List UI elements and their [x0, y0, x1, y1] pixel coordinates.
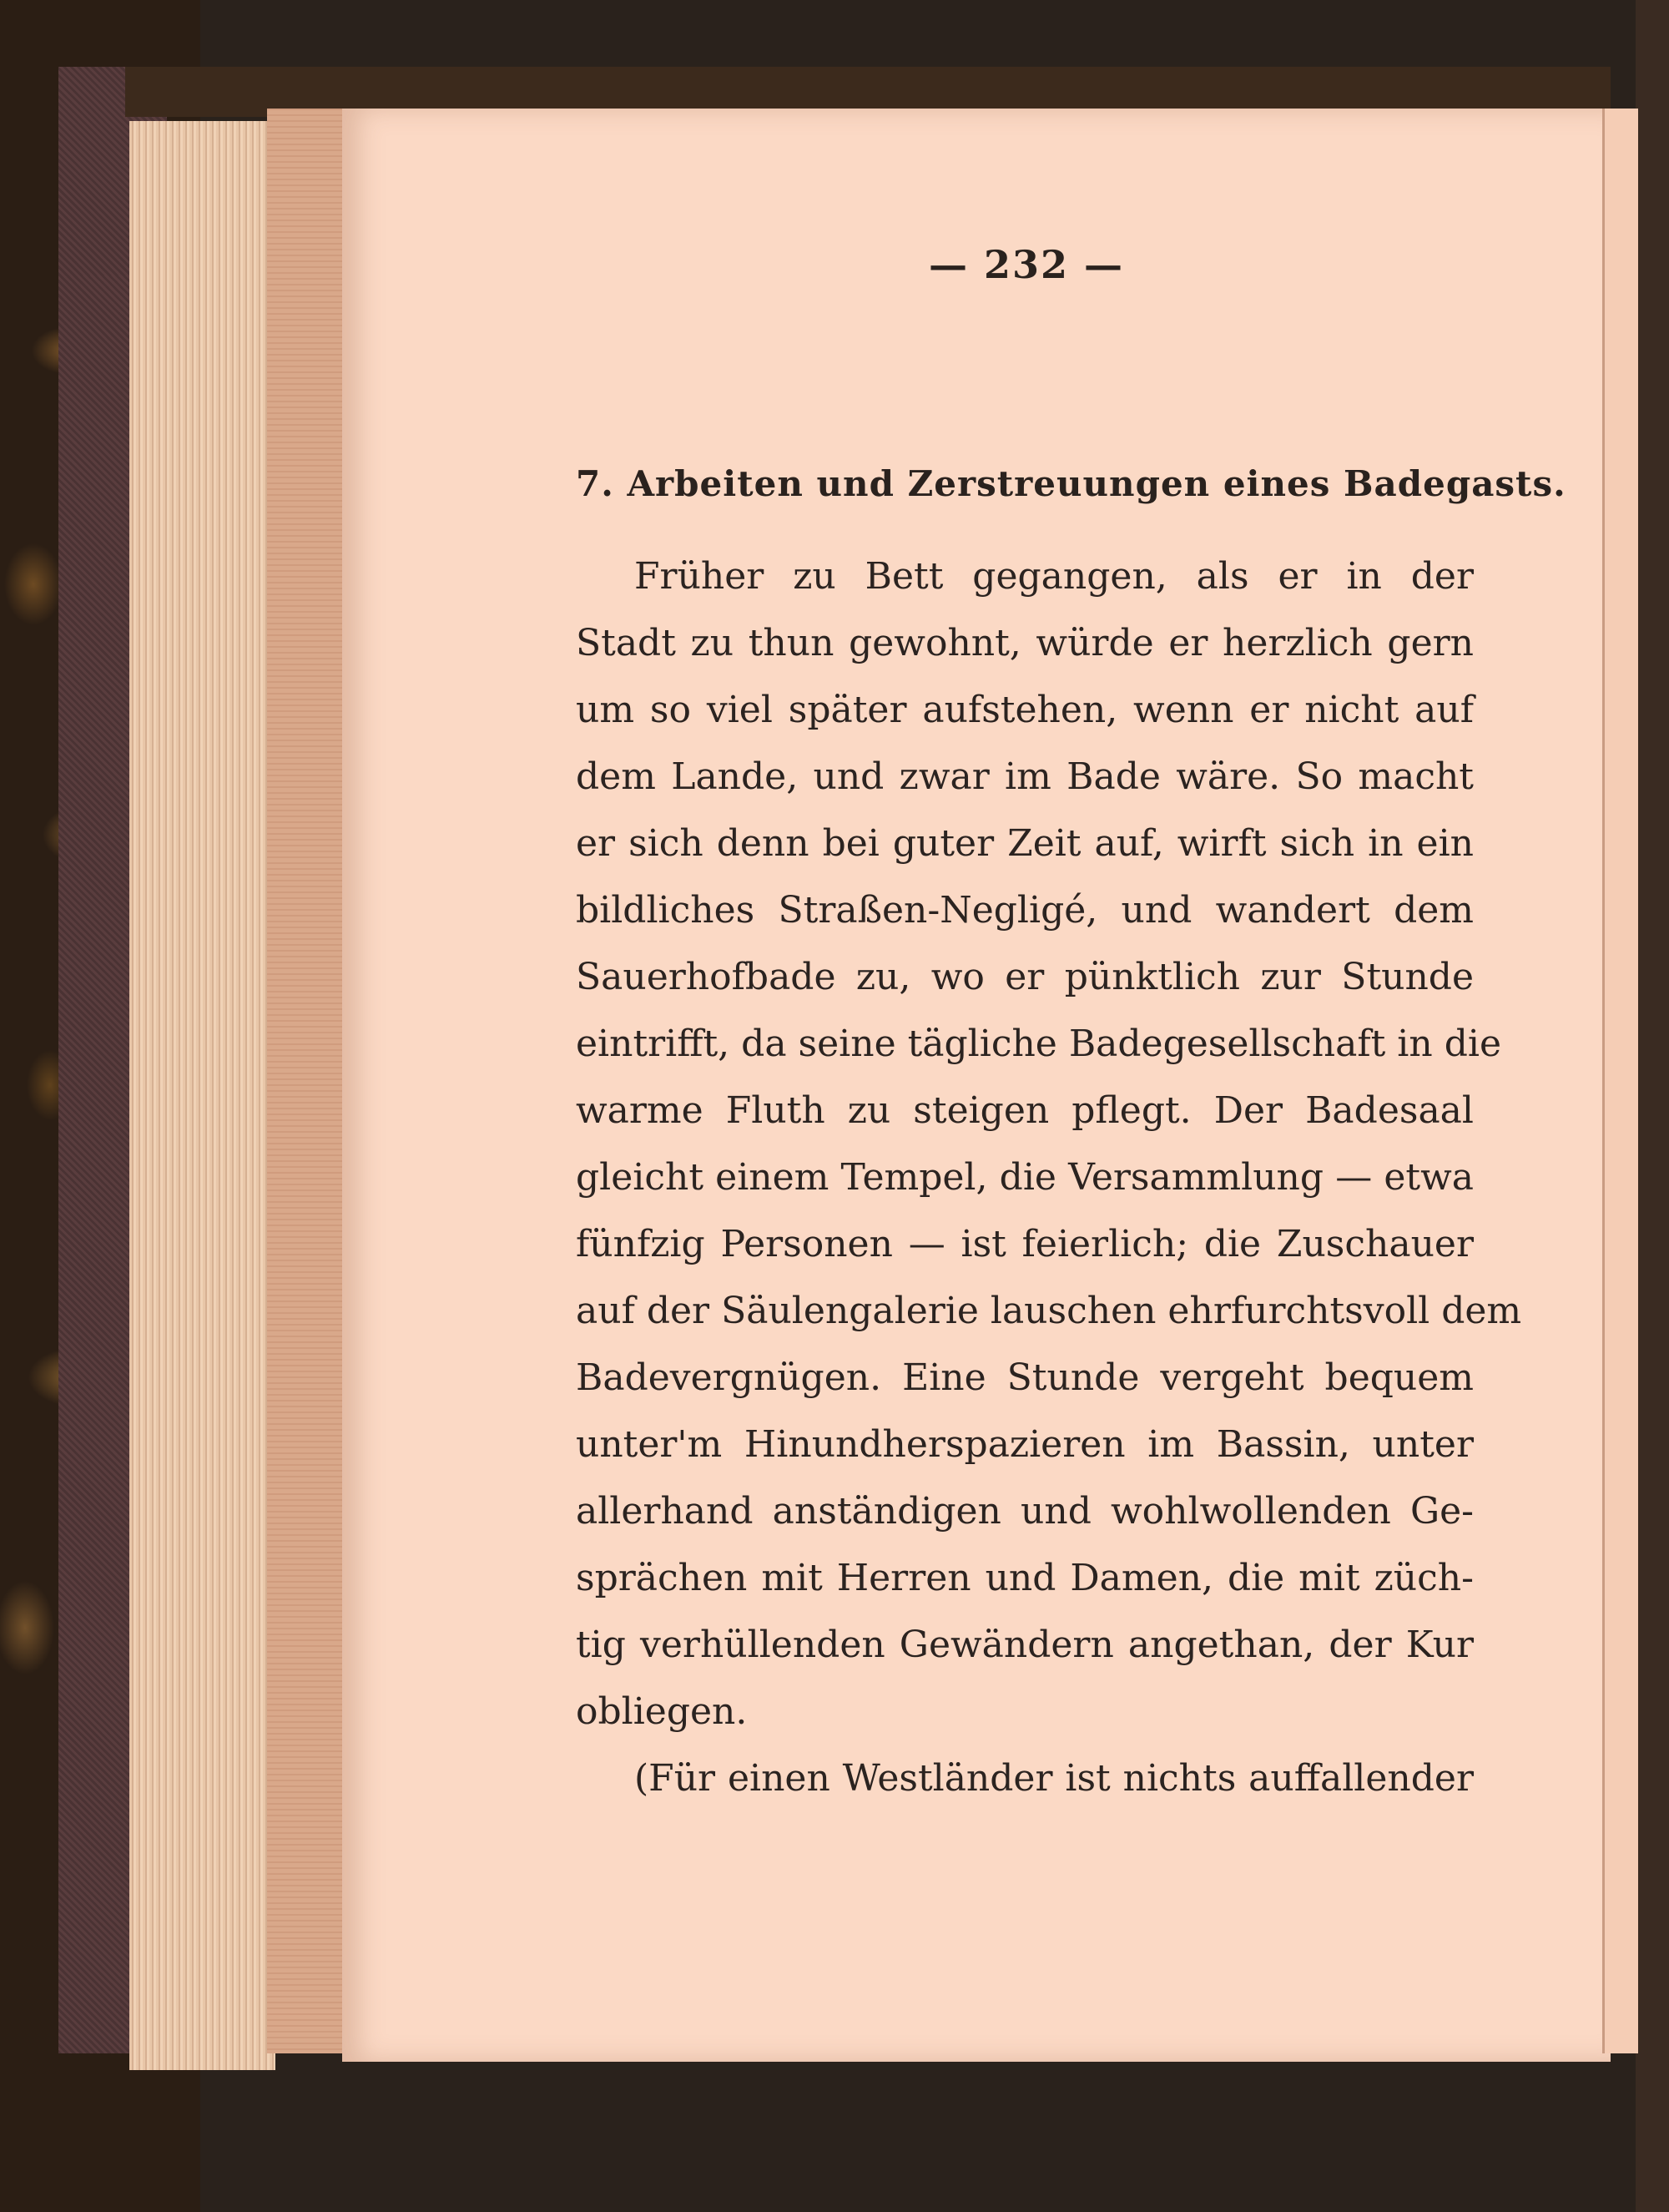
text-line: um so viel später aufstehen, wenn er nicht auf [576, 689, 1474, 731]
text-line: bildliches Straßen-Negligé, und wandert dem [576, 889, 1474, 932]
text-line: Stadt zu thun gewohnt, würde er herzlich gern [576, 622, 1474, 664]
cover-cloth-spine [58, 67, 134, 2053]
text-line: (Für einen Westländer ist nichts auffallender [634, 1757, 1474, 1800]
text-line: sprächen mit Herren und Damen, die mit züch- [576, 1557, 1474, 1599]
text-line: eintrifft, da seine tägliche Badegesellschaft in die [576, 1023, 1501, 1065]
page-edges-speckled [267, 109, 346, 2053]
text-line: er sich denn bei guter Zeit auf, wirft sich in ein [576, 822, 1474, 865]
text-line: Badevergnügen. Eine Stunde vergeht bequem [576, 1356, 1474, 1399]
facing-page-edge [1602, 109, 1638, 2053]
text-line: gleicht einem Tempel, die Versammlung — etwa [576, 1156, 1474, 1199]
page-number: — 232 — [928, 242, 1125, 287]
text-line: Sauerhofbade zu, wo er pünktlich zur Stunde [576, 956, 1474, 998]
text-line: Früher zu Bett gegangen, als er in der [634, 555, 1474, 598]
section-heading: 7. Arbeiten und Zerstreuungen eines Badegasts. [576, 463, 1566, 504]
text-line: obliegen. [576, 1690, 748, 1733]
text-line: fünfzig Personen — ist feierlich; die Zuschauer [576, 1223, 1474, 1265]
page-edges [129, 121, 275, 2070]
text-line: dem Lande, und zwar im Bade wäre. So macht [576, 755, 1474, 798]
text-line: tig verhüllenden Gewändern angethan, der Kur [576, 1624, 1474, 1666]
text-line: auf der Säulengalerie lauschen ehrfurchtsvoll dem [576, 1290, 1522, 1332]
book-cover-right [1636, 0, 1669, 2212]
text-line: warme Fluth zu steigen pflegt. Der Badesaal [576, 1089, 1474, 1132]
text-line: allerhand anständigen und wohlwollenden Ge- [576, 1490, 1474, 1533]
text-line: unter'm Hinundherspazieren im Bassin, unter [576, 1423, 1474, 1466]
